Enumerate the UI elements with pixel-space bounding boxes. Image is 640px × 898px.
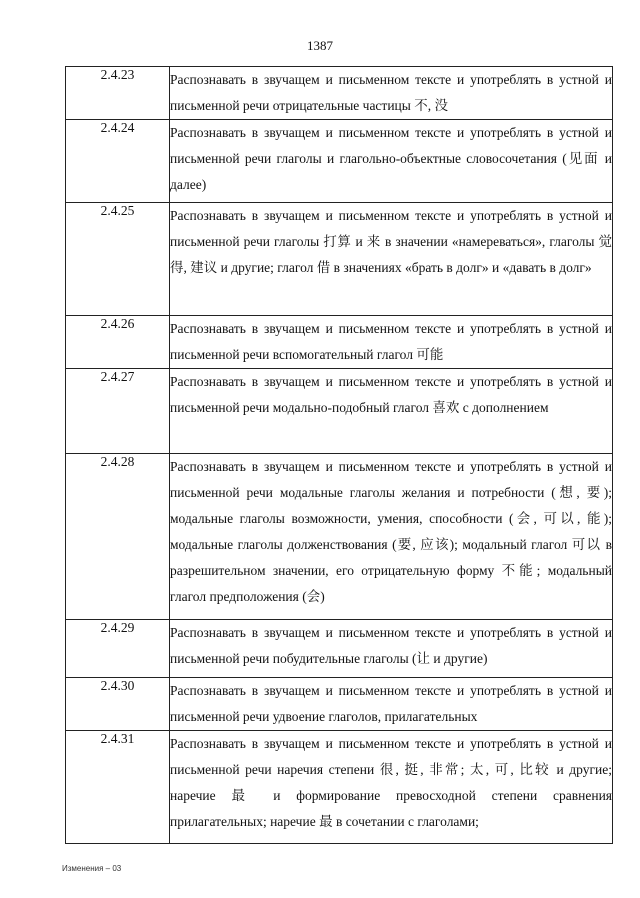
row-code: 2.4.25 [66,203,170,316]
row-text: Распознавать в звучащем и письменном тексте и употреблять в устной и письменной речи вспомогательный глагол 可能 [170,316,613,369]
table-row [66,67,613,120]
row-code: 2.4.29 [66,620,170,678]
row-text: Распознавать в звучащем и письменном тексте и употреблять в устной и письменной речи модально-подобный глагол 喜欢 с дополнением [170,369,613,454]
row-code: 2.4.28 [66,454,170,620]
table-row [66,369,613,454]
page-number: 1387 [307,38,333,53]
row-code: 2.4.26 [66,316,170,369]
row-text: Распознавать в звучащем и письменном тексте и употреблять в устной и письменной речи удвоение глаголов, прилагательных [170,678,613,731]
table-row [66,454,613,620]
row-text: Распознавать в звучащем и письменном тексте и употреблять в устной и письменной речи побудительные глаголы (让 и другие) [170,620,613,678]
row-code: 2.4.31 [66,731,170,844]
row-text: Распознавать в звучащем и письменном тексте и употреблять в устной и письменной речи наречия степени 很, 挺, 非常; 太, 可, 比较 и другие; наречие 最 и формирование превосходной степени сравнения прилагательных; наречие 最 в сочетании с глаголами; [170,731,613,844]
table-row [66,620,613,678]
row-text: Распознавать в звучащем и письменном тексте и употреблять в устной и письменной речи глаголы 打算 и 来 в значении «намереваться», глаголы 觉得, 建议 и другие; глагол 借 в значениях «брать в долг» и «давать в долг» [170,203,613,316]
row-code: 2.4.30 [66,678,170,731]
row-text: Распознавать в звучащем и письменном тексте и употреблять в устной и письменной речи отрицательные частицы 不, 没 [170,67,613,120]
table-row [66,316,613,369]
requirements-table [65,66,613,844]
row-code: 2.4.24 [66,120,170,203]
table-row [66,203,613,316]
row-text: Распознавать в звучащем и письменном тексте и употреблять в устной и письменной речи глаголы и глагольно-объектные словосочетания (见面 и далее) [170,120,613,203]
table-row [66,120,613,203]
table-row [66,731,613,844]
row-code: 2.4.27 [66,369,170,454]
row-code: 2.4.23 [66,67,170,120]
row-text: Распознавать в звучащем и письменном тексте и употреблять в устной и письменной речи модальные глаголы желания и потребности (想, 要); модальные глаголы возможности, умения, способности (会, 可以, 能); модальные глаголы долженствования (要, 应该); модальный глагол 可以 в разрешительном значении, его отрицательную форму 不能; модальный глагол предположения (会) [170,454,613,620]
table-row [66,678,613,731]
footer-revision: Изменения – 03 [62,864,122,873]
